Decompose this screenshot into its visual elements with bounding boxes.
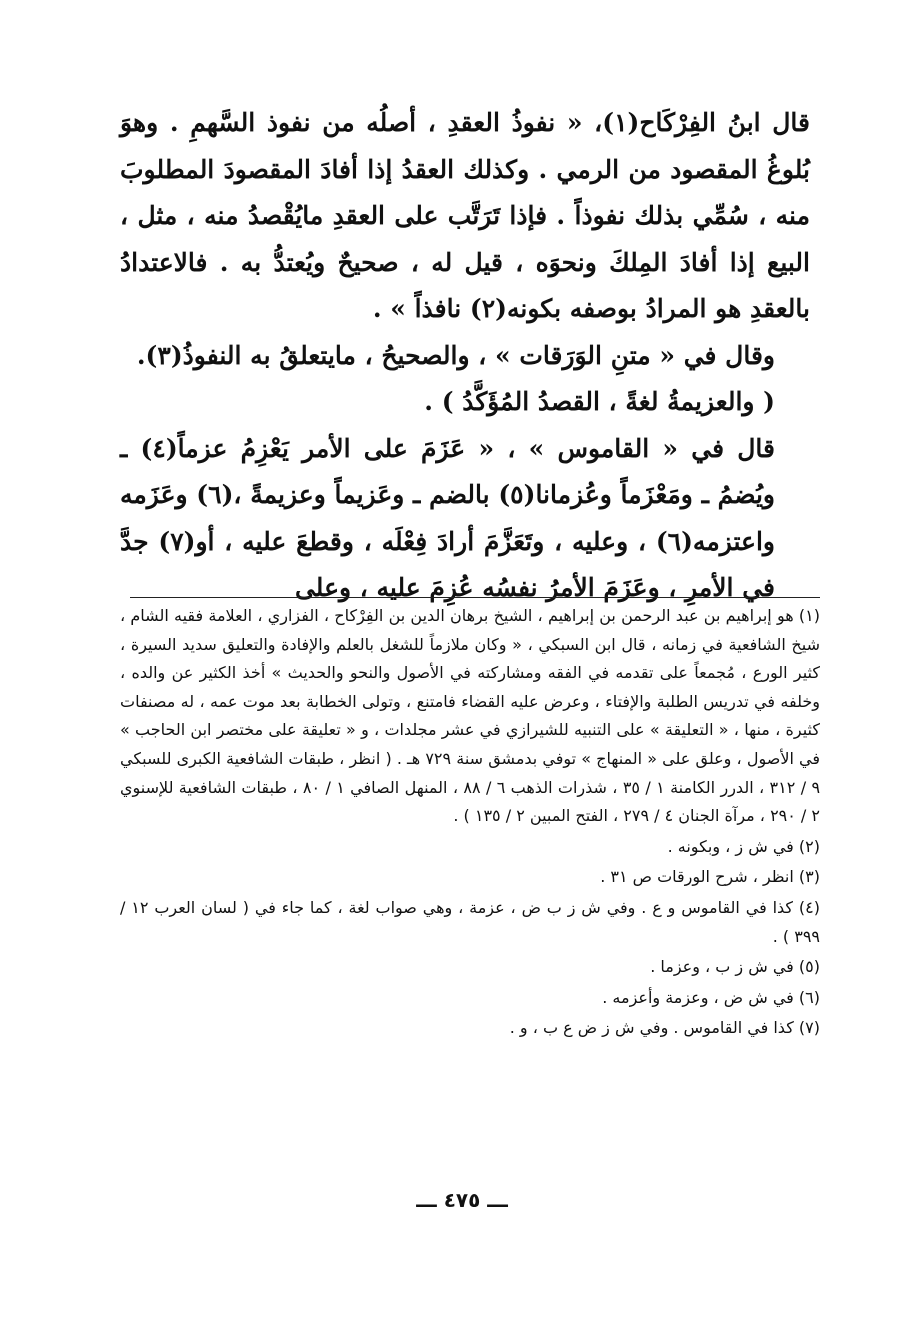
footnote-1: (١) هو إبراهيم بن عبد الرحمن بن إبراهيم ، الشيخ برهان الدين بن الفِرْكاح ، الفزاري ، العلامة فقيه الشام ، شيخ الشافعية في زمانه ، قال ابن السبكي ، « وكان ملازماً للشغل بالعلم والإفادة والتعليق سديد السيرة ، كثير الورع ، مُجمعاً على تقدمه في الفقه ومشاركته في الأصول والنحو والحديث » أخذ الكثير عن والده ، وخلفه في تدريس الطلبة والإفتاء ، وعرض عليه القضاء فامتنع ، وتولى الخطابة بعد موت عمه ، له مصنفات كثيرة ، منها ، « التعليقة » على التنبيه للشيرازي في عشر مجلدات ، و « تعليقة على مختصر ابن الحاجب » في الأصول ، وعلق على « المنهاج » توفي بدمشق سنة ٧٢٩ هـ . ( انظر ، طبقات الشافعية الكبرى للسبكي ٩ / ٣١٢ ، الدرر الكامنة ١ / ٣٥ ، شذرات الذهب ٦ / ٨٨ ، المنهل الصافي ١ / ٨٠ ، طبقات الشافعية للإسنوي ٢ / ٢٩٠ ، مرآة الجنان ٤ / ٢٧٩ ، الفتح المبين ٢ / ١٣٥ ) . bbox=[120, 606, 821, 826]
paragraph-waraqat: وقال في « متنِ الوَرَقات » ، والصحيحُ ، مايتعلقُ به النفوذُ(٣). bbox=[136, 340, 775, 370]
main-text bbox=[120, 100, 810, 612]
footnote-divider bbox=[130, 597, 820, 598]
footnote-6: (٦) في ش ض ، وعزمة وأعزمه . bbox=[602, 987, 820, 1007]
footnote-7: (٧) كذا في القاموس . وفي ش ز ض ع ب ، و . bbox=[509, 1018, 820, 1038]
footnote-2: (٢) في ش ز ، وبكونه . bbox=[667, 836, 820, 856]
footnote-3: (٣) انظر ، شرح الورقات ص ٣١ . bbox=[600, 867, 820, 887]
paragraph-azima-heading: ( والعزيمةُ لغةً ، القصدُ المُؤَكَّدُ ) . bbox=[424, 387, 775, 416]
page-number: ـــ ٤٧٥ ـــ bbox=[416, 1188, 508, 1212]
paragraph-qamus: قال في « القاموس » ، « عَزَمَ على الأمر يَعْزِمُ عزماً(٤) ـ ويُضمُ ـ ومَعْزَماً وعُزمانا(٥) بالضم ـ وعَزيماً وعزيمةً ،(٦) وعَزَمه واعتزمه(٦) ، وعليه ، وتَعَزَّمَ أرادَ فِعْلَه ، وقطعَ عليه ، أو(٧) جدَّ في الأمرِ ، وعَزَمَ الأمرُ نفسُه عُزِمَ عليه ، وعلى bbox=[120, 433, 775, 602]
footnote-4: (٤) كذا في القاموس و ع . وفي ش ز ب ض ، عزمة ، وهي صواب لغة ، كما جاء في ( لسان العرب ١٢ / ٣٩٩ ) . bbox=[120, 897, 821, 946]
footnotes bbox=[120, 602, 820, 1043]
footnote-5: (٥) في ش ز ب ، وعزما . bbox=[650, 957, 820, 977]
paragraph-ibn-firkah: قال ابنُ الفِرْكَاح(١)، « نفوذُ العقدِ ، أصلُه من نفوذ السَّهمِ . وهوَ بُلوغُ المقصود من الرمي . وكذلك العقدُ إذا أفادَ المقصودَ المطلوبَ منه ، سُمِّي بذلك نفوذاً . فإذا تَرَتَّب على العقدِ مايُقْصدُ منه ، مثل ، البيع إذا أفادَ المِلكَ ونحوَه ، قيل له ، صحيحٌ ويُعتدُّ به . فالاعتدادُ بالعقدِ هو المرادُ بوصفه بكونه(٢) نافذاً » . bbox=[120, 108, 810, 323]
